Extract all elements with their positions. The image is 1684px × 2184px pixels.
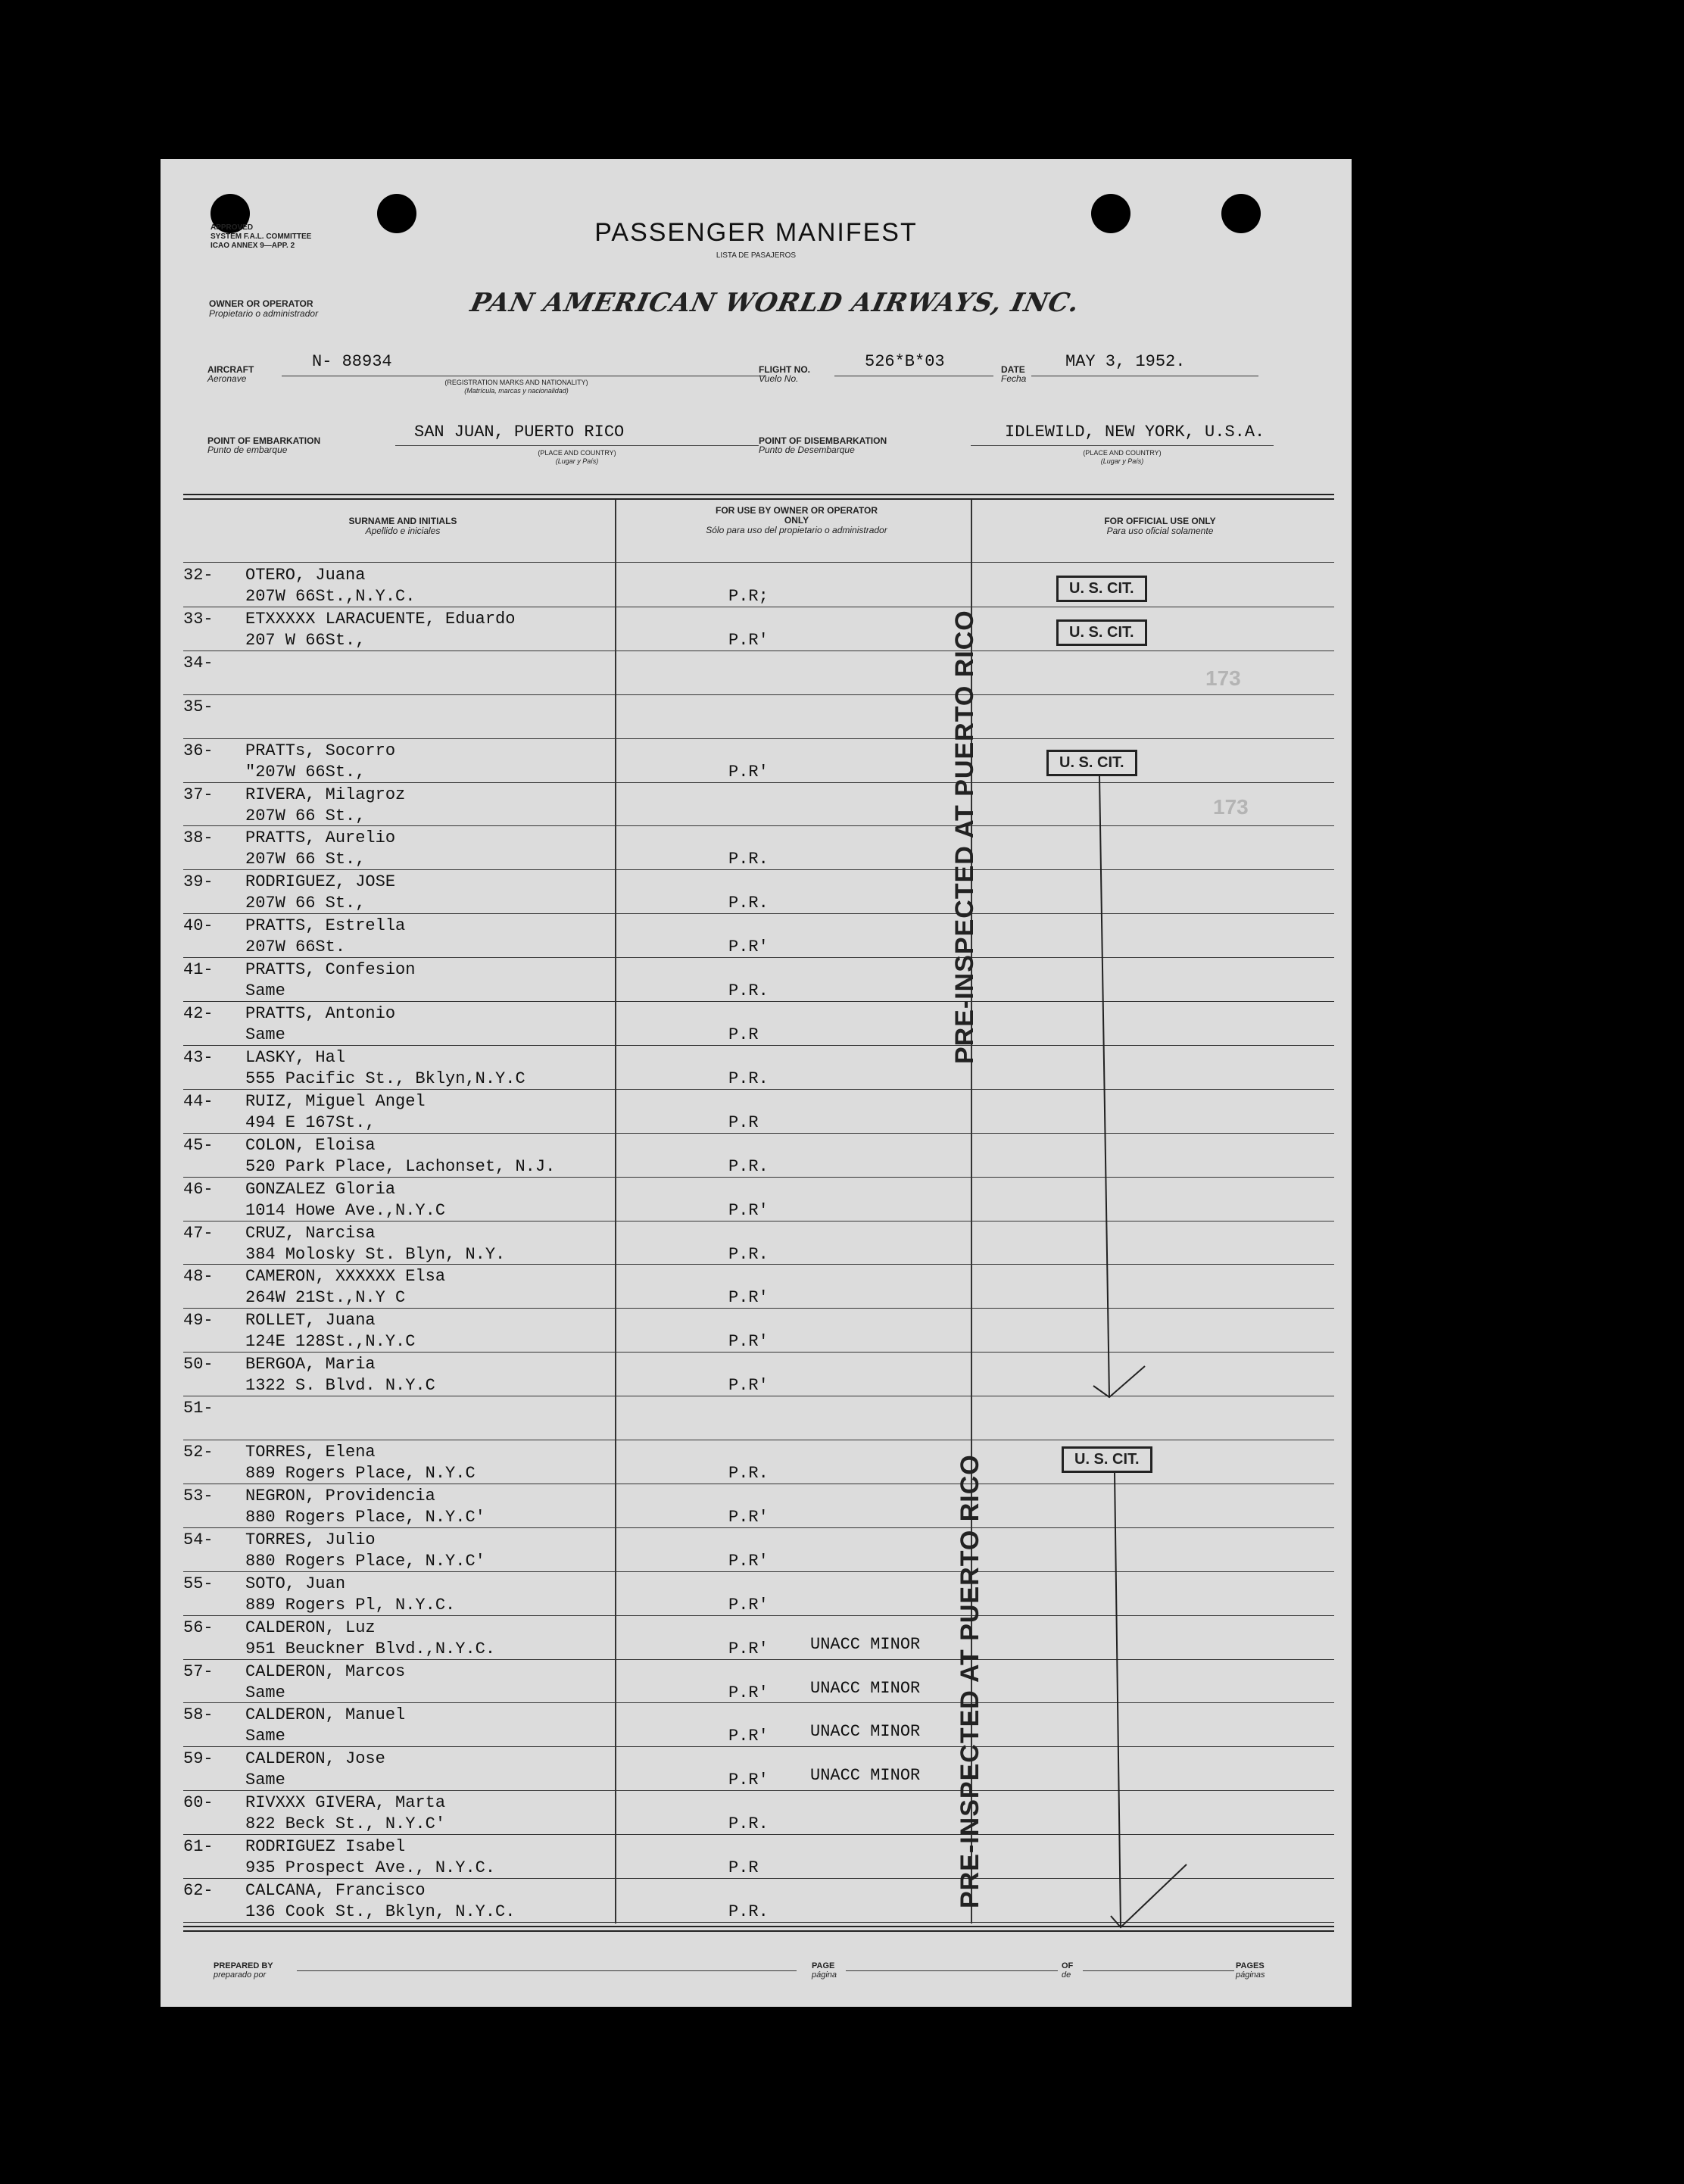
passenger-address: Same — [245, 1683, 285, 1702]
passenger-address: 384 Molosky St. Blyn, N.Y. — [245, 1244, 506, 1264]
operator-mark: P.R' — [728, 762, 769, 782]
operator-mark: P.R. — [728, 894, 769, 913]
row-number: 39- — [183, 872, 214, 892]
column-header-operator: FOR USE BY OWNER OR OPERATOR ONLY Sólo para uso del propietario o administrador — [706, 505, 887, 535]
passenger-name: PRATTs, Socorro — [245, 741, 396, 760]
column-header-official: FOR OFFICIAL USE ONLY Para uso oficial solamente — [1104, 516, 1216, 536]
passenger-name: LASKY, Hal — [245, 1047, 346, 1067]
operator-mark: P.R' — [728, 1639, 769, 1658]
passenger-address: 207W 66 St., — [245, 850, 366, 869]
operator-mark: P.R' — [728, 1376, 769, 1396]
passenger-name: BERGOA, Maria — [245, 1355, 376, 1374]
row-number: 41- — [183, 960, 214, 980]
flight-value: 526*B*03 — [865, 352, 945, 371]
operator-mark: P.R. — [728, 1244, 769, 1264]
passenger-address: 889 Rogers Pl, N.Y.C. — [245, 1595, 456, 1615]
unaccompanied-note: UNACC MINOR — [810, 1766, 921, 1786]
row-number: 47- — [183, 1223, 214, 1243]
row-number: 48- — [183, 1267, 214, 1287]
operator-mark: P.R. — [728, 981, 769, 1001]
row-number: 50- — [183, 1355, 214, 1374]
passenger-address: 1014 Howe Ave.,N.Y.C — [245, 1200, 446, 1220]
passenger-name: CAMERON, XXXXXX Elsa — [245, 1267, 446, 1287]
passenger-address: 555 Pacific St., Bklyn,N.Y.C — [245, 1069, 525, 1088]
passenger-name: CALDERON, Luz — [245, 1618, 376, 1637]
us-cit-stamp: U. S. CIT. — [1046, 750, 1137, 776]
passenger-name: CALDERON, Jose — [245, 1749, 385, 1769]
embarkation-value: SAN JUAN, PUERTO RICO — [414, 423, 625, 441]
ghost-number: 173 — [1213, 795, 1249, 819]
date-value: MAY 3, 1952. — [1065, 352, 1186, 371]
operator-mark: P.R; — [728, 587, 769, 606]
row-number: 32- — [183, 566, 214, 585]
row-number: 51- — [183, 1399, 214, 1418]
page-label: PAGE página — [812, 1961, 837, 1980]
passenger-name: ROLLET, Juana — [245, 1311, 376, 1331]
passenger-address: "207W 66St., — [245, 762, 366, 782]
column-header-names: SURNAME AND INITIALS Apellido e iniciales — [348, 516, 457, 536]
passenger-address: Same — [245, 981, 285, 1001]
preinspected-stamp: PRE-INSPECTED AT PUERTO RICO — [956, 1454, 984, 1908]
passenger-address: 136 Cook St., Bklyn, N.Y.C. — [245, 1902, 516, 1921]
row-number: 52- — [183, 1443, 214, 1462]
row-number: 45- — [183, 1135, 214, 1155]
passenger-name: CALDERON, Marcos — [245, 1661, 406, 1681]
passenger-address: 124E 128St.,N.Y.C — [245, 1332, 416, 1352]
passenger-name: CALCANA, Francisco — [245, 1881, 426, 1900]
passenger-address: 207W 66 St., — [245, 894, 366, 913]
row-number: 61- — [183, 1837, 214, 1857]
row-number: 37- — [183, 785, 214, 804]
registration-note: (REGISTRATION MARKS AND NATIONALITY) (Matrícula, marcas y nacionalidad) — [444, 379, 588, 395]
operator-mark: P.R' — [728, 1551, 769, 1571]
bracket-check-marks — [161, 159, 1352, 2007]
page-subtitle: LISTA DE PASAJEROS — [716, 251, 797, 260]
preinspected-stamp: PRE-INSPECTED AT PUERTO RICO — [950, 610, 979, 1064]
row-number: 34- — [183, 653, 214, 672]
pages-label: PAGES páginas — [1236, 1961, 1265, 1980]
operator-mark: P.R. — [728, 1814, 769, 1834]
row-number: 46- — [183, 1179, 214, 1199]
embark-place-note: (PLACE AND COUNTRY) (Lugar y País) — [538, 449, 616, 465]
disembarkation-label: POINT OF DISEMBARKATION Punto de Desembarque — [759, 435, 887, 455]
operator-mark: P.R. — [728, 850, 769, 869]
page-title: PASSENGER MANIFEST — [594, 218, 918, 247]
row-number: 40- — [183, 916, 214, 936]
passenger-name: OTERO, Juana — [245, 566, 366, 585]
row-number: 54- — [183, 1530, 214, 1549]
embarkation-label: POINT OF EMBARKATION Punto de embarque — [207, 435, 321, 455]
passenger-name: TORRES, Elena — [245, 1443, 376, 1462]
operator-mark: P.R' — [728, 1200, 769, 1220]
disembarkation-value: IDLEWILD, NEW YORK, U.S.A. — [1005, 423, 1265, 441]
row-number: 62- — [183, 1881, 214, 1900]
row-number: 58- — [183, 1705, 214, 1725]
manifest-sheet — [161, 159, 1352, 2007]
approval-note: APPROVED SYSTEM F.A.L. COMMITTEE ICAO ANNEX 9—APP. 2 — [210, 223, 312, 250]
passenger-name: PRATTS, Antonio — [245, 1004, 396, 1023]
operator-name: PAN AMERICAN WORLD AIRWAYS, INC. — [467, 288, 1083, 318]
operator-mark: P.R' — [728, 1507, 769, 1527]
operator-mark: P.R — [728, 1112, 759, 1132]
row-number: 59- — [183, 1749, 214, 1769]
passenger-address: 494 E 167St., — [245, 1112, 376, 1132]
row-number: 49- — [183, 1311, 214, 1331]
passenger-name: RIVXXX GIVERA, Marta — [245, 1793, 446, 1813]
operator-mark: P.R' — [728, 1332, 769, 1352]
passenger-name: ETXXXXX LARACUENTE, Eduardo — [245, 609, 516, 629]
us-cit-stamp: U. S. CIT. — [1062, 1446, 1152, 1473]
unaccompanied-note: UNACC MINOR — [810, 1722, 921, 1742]
operator-mark: P.R. — [728, 1464, 769, 1483]
passenger-address: 951 Beuckner Blvd.,N.Y.C. — [245, 1639, 496, 1658]
us-cit-stamp: U. S. CIT. — [1056, 619, 1147, 646]
operator-mark: P.R' — [728, 938, 769, 957]
operator-mark: P.R' — [728, 1771, 769, 1790]
row-number: 33- — [183, 609, 214, 629]
operator-mark: P.R' — [728, 1288, 769, 1308]
prepared-by-label: PREPARED BY preparado por — [214, 1961, 273, 1980]
date-label: DATE Fecha — [1001, 364, 1027, 384]
owner-label: OWNER OR OPERATOR Propietario o administrador — [209, 298, 319, 319]
aircraft-value: N- 88934 — [312, 352, 392, 371]
operator-mark: P.R' — [728, 630, 769, 650]
row-number: 60- — [183, 1793, 214, 1813]
passenger-name: RIVERA, Milagroz — [245, 785, 406, 804]
row-number: 57- — [183, 1661, 214, 1681]
passenger-name: TORRES, Julio — [245, 1530, 376, 1549]
operator-mark: P.R — [728, 1025, 759, 1044]
row-number: 43- — [183, 1047, 214, 1067]
unaccompanied-note: UNACC MINOR — [810, 1678, 921, 1698]
row-number: 55- — [183, 1574, 214, 1593]
passenger-name: CRUZ, Narcisa — [245, 1223, 376, 1243]
passenger-address: 822 Beck St., N.Y.C' — [245, 1814, 446, 1834]
row-number: 56- — [183, 1618, 214, 1637]
flight-label: FLIGHT NO. Vuelo No. — [759, 364, 810, 384]
operator-mark: P.R. — [728, 1156, 769, 1176]
aircraft-label: AIRCRAFT Aeronave — [207, 364, 254, 384]
passenger-address: 264W 21St.,N.Y C — [245, 1288, 406, 1308]
passenger-address: 880 Rogers Place, N.Y.C' — [245, 1507, 485, 1527]
passenger-address: 520 Park Place, Lachonset, N.J. — [245, 1156, 556, 1176]
passenger-address: 880 Rogers Place, N.Y.C' — [245, 1551, 485, 1571]
passenger-name: RODRIGUEZ, JOSE — [245, 872, 396, 892]
row-number: 36- — [183, 741, 214, 760]
passenger-address: Same — [245, 1771, 285, 1790]
operator-mark: P.R' — [728, 1595, 769, 1615]
disembark-place-note: (PLACE AND COUNTRY) (Lugar y País) — [1083, 449, 1162, 465]
passenger-name: RODRIGUEZ Isabel — [245, 1837, 406, 1857]
passenger-name: CALDERON, Manuel — [245, 1705, 406, 1725]
row-number: 42- — [183, 1004, 214, 1023]
row-number: 35- — [183, 697, 214, 716]
passenger-name: COLON, Eloisa — [245, 1135, 376, 1155]
passenger-address: 207 W 66St., — [245, 630, 366, 650]
passenger-address: 935 Prospect Ave., N.Y.C. — [245, 1858, 496, 1878]
passenger-name: PRATTS, Aurelio — [245, 828, 396, 848]
passenger-address: 207W 66 St., — [245, 806, 366, 825]
operator-mark: P.R. — [728, 1902, 769, 1921]
passenger-name: RUIZ, Miguel Angel — [245, 1091, 426, 1111]
row-number: 53- — [183, 1486, 214, 1505]
unaccompanied-note: UNACC MINOR — [810, 1634, 921, 1654]
passenger-name: PRATTS, Estrella — [245, 916, 406, 936]
operator-mark: P.R' — [728, 1727, 769, 1746]
operator-mark: P.R' — [728, 1683, 769, 1702]
row-number: 38- — [183, 828, 214, 848]
passenger-address: Same — [245, 1727, 285, 1746]
passenger-address: Same — [245, 1025, 285, 1044]
of-label: OF de — [1062, 1961, 1074, 1980]
passenger-name: GONZALEZ Gloria — [245, 1179, 396, 1199]
passenger-address: 207W 66St. — [245, 938, 346, 957]
operator-mark: P.R — [728, 1858, 759, 1878]
passenger-name: NEGRON, Providencia — [245, 1486, 435, 1505]
passenger-address: 1322 S. Blvd. N.Y.C — [245, 1376, 435, 1396]
passenger-address: 207W 66St.,N.Y.C. — [245, 587, 416, 606]
operator-mark: P.R. — [728, 1069, 769, 1088]
row-number: 44- — [183, 1091, 214, 1111]
passenger-address: 889 Rogers Place, N.Y.C — [245, 1464, 476, 1483]
passenger-name: PRATTS, Confesion — [245, 960, 416, 980]
ghost-number: 173 — [1205, 666, 1241, 690]
us-cit-stamp: U. S. CIT. — [1056, 576, 1147, 602]
passenger-name: SOTO, Juan — [245, 1574, 346, 1593]
